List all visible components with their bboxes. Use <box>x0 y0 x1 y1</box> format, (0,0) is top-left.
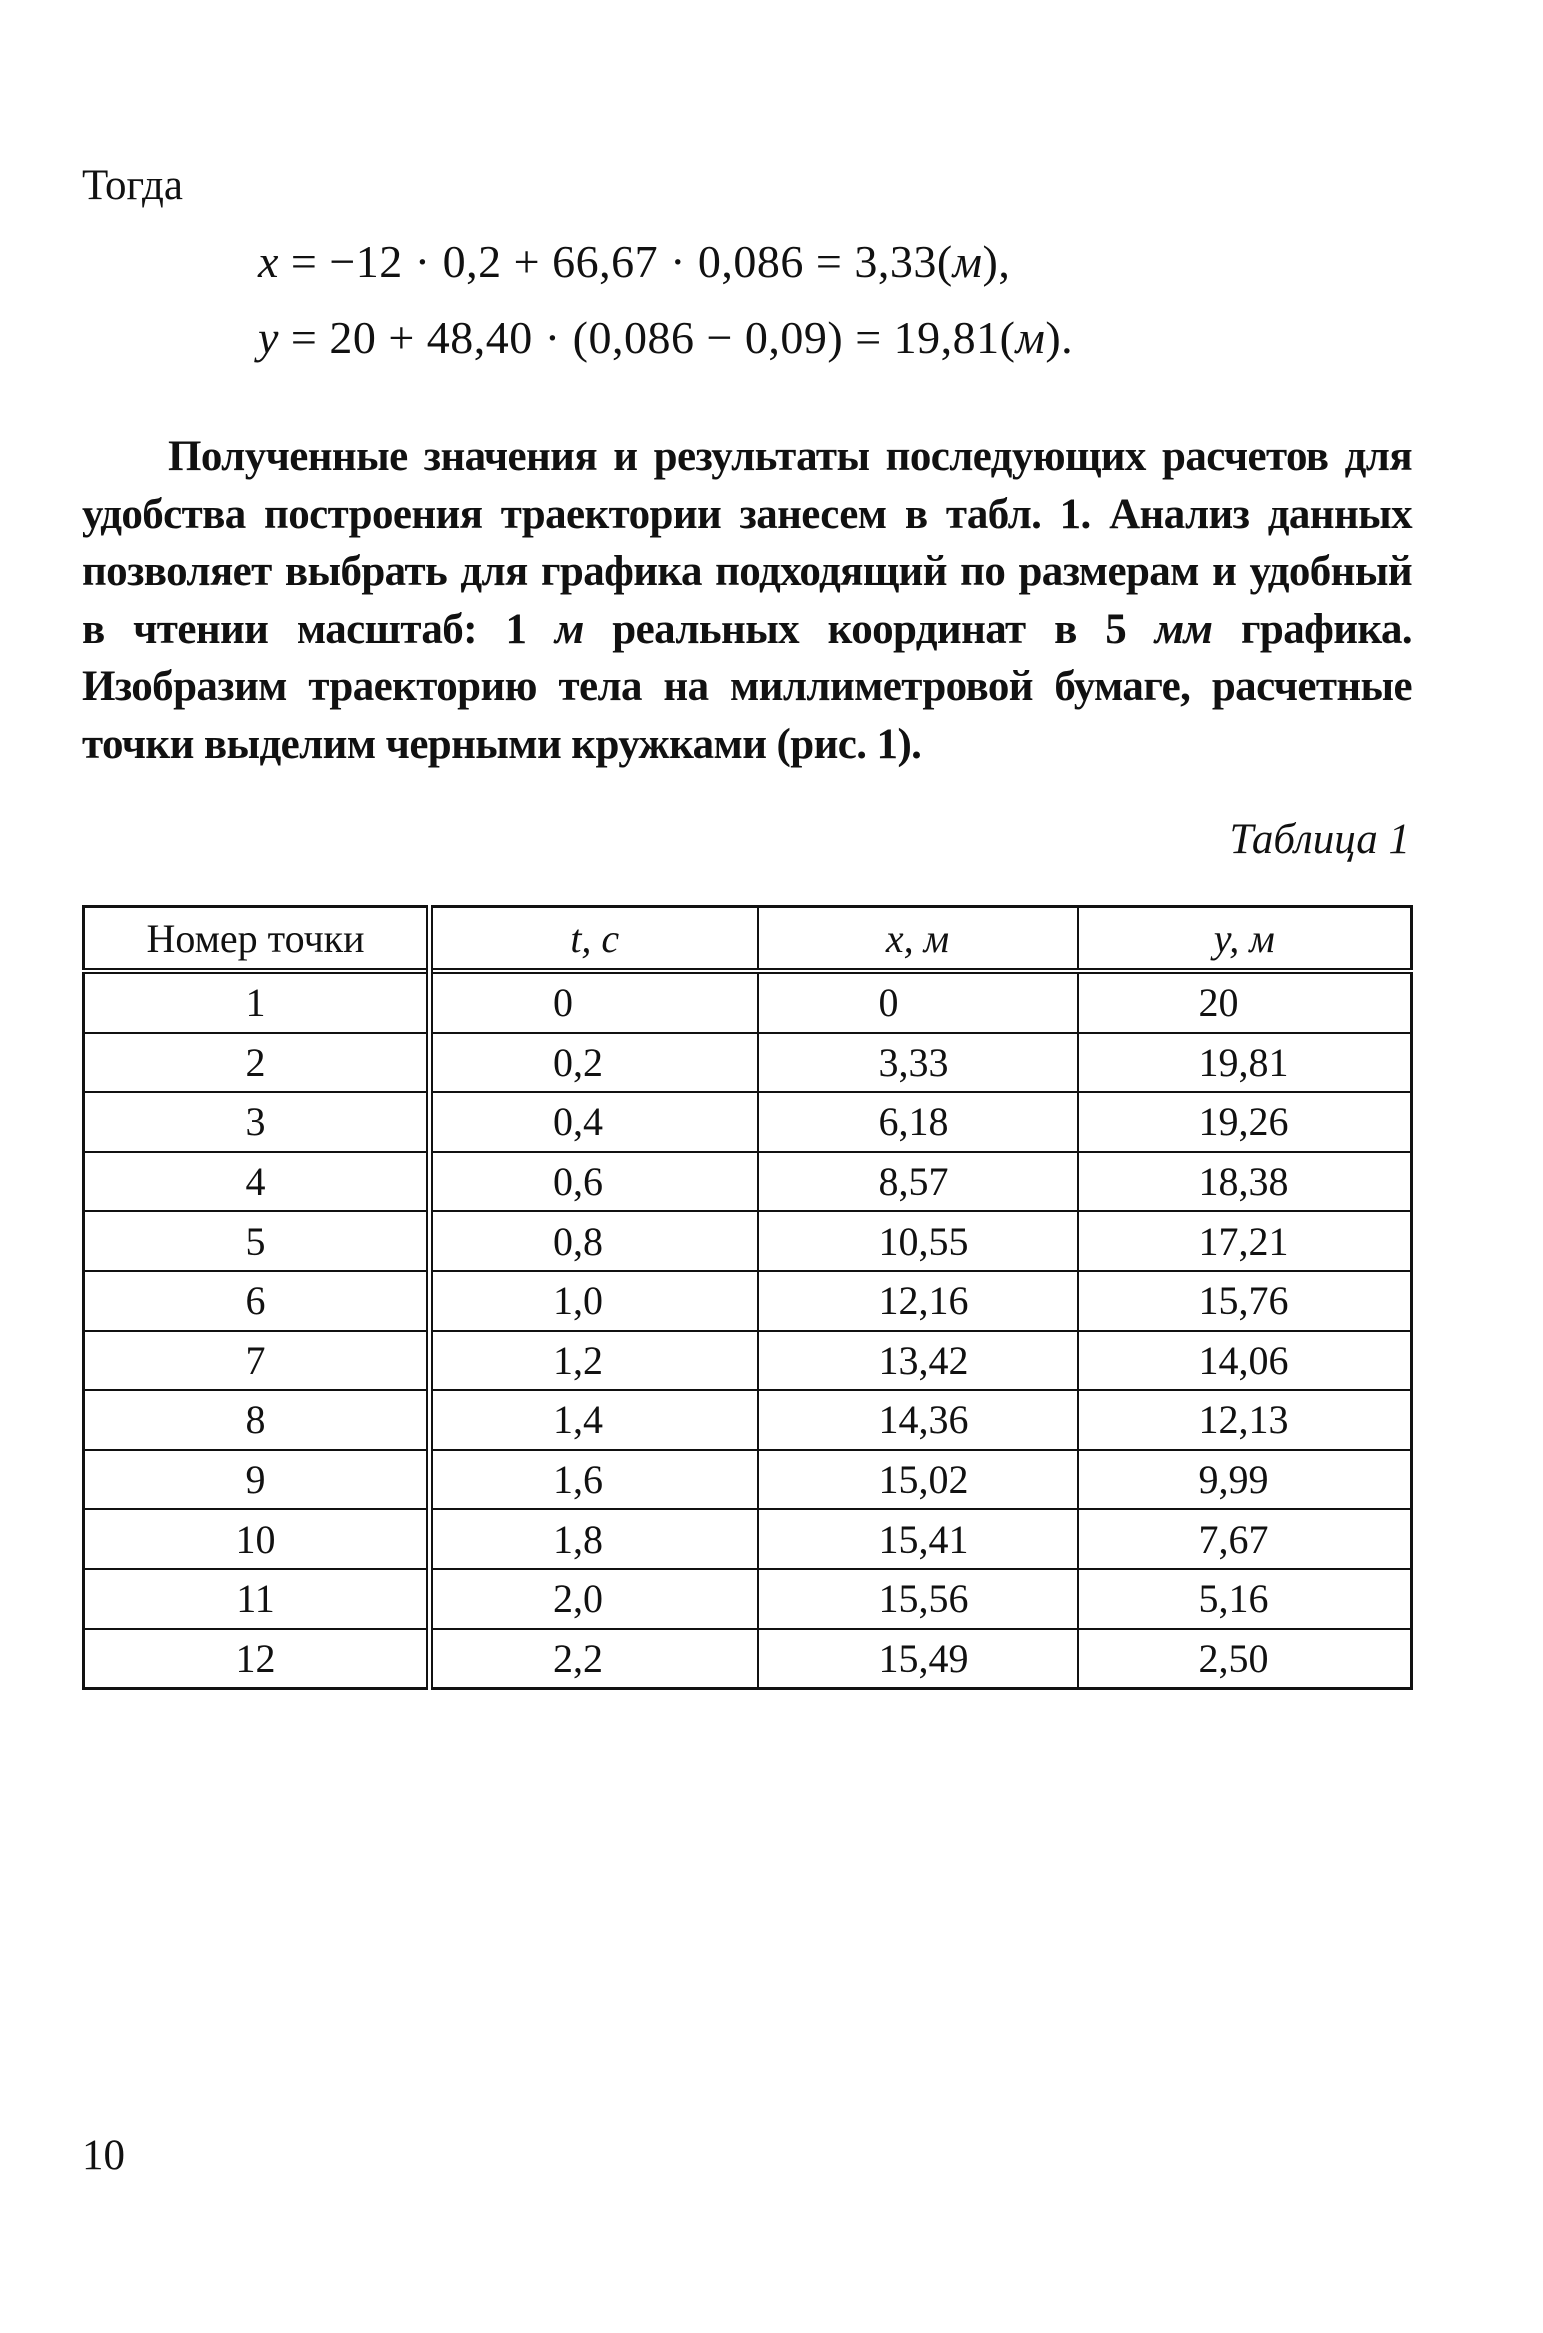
formula-y <box>258 310 1073 366</box>
cell-time: 0,4 <box>430 1092 758 1152</box>
formula-x-expression: = −12 · 0,2 + 66,67 · 0,086 = 3,33( <box>278 236 953 287</box>
table-row <box>84 1569 1412 1629</box>
formula-y-unit: м <box>1015 312 1046 363</box>
formula-y-end: ). <box>1045 312 1074 363</box>
paragraph-text-3: графика. Изобразим траекторию тела на миллиметровой бумаге, расчетные точки выделим черными кружками (рис. 1). <box>82 605 1412 768</box>
table-row <box>84 1211 1412 1271</box>
cell-x: 15,49 <box>758 1629 1078 1689</box>
formula-y-expression: = 20 + 48,40 · (0,086 − 0,09) = 19,81( <box>278 312 1016 363</box>
header-x: x, м <box>758 907 1078 972</box>
cell-point-number: 2 <box>84 1033 430 1093</box>
table-row <box>84 971 1412 1033</box>
table-body <box>84 971 1412 1689</box>
table-row <box>84 1629 1412 1689</box>
header-time: t, с <box>430 907 758 972</box>
cell-x: 14,36 <box>758 1390 1078 1450</box>
formula-x-unit: м <box>952 236 983 287</box>
paragraph-unit-mm: мм <box>1154 605 1213 653</box>
cell-point-number: 7 <box>84 1331 430 1391</box>
cell-point-number: 1 <box>84 971 430 1033</box>
data-table <box>82 905 1413 1690</box>
formula-y-variable: y <box>258 312 279 363</box>
paragraph-unit-m: м <box>554 605 584 653</box>
cell-time: 1,6 <box>430 1450 758 1510</box>
cell-time: 2,2 <box>430 1629 758 1689</box>
cell-y: 19,26 <box>1078 1092 1412 1152</box>
intro-word: Тогда <box>82 162 183 209</box>
table-row <box>84 1450 1412 1510</box>
cell-x: 10,55 <box>758 1211 1078 1271</box>
cell-point-number: 10 <box>84 1509 430 1569</box>
cell-x: 12,16 <box>758 1271 1078 1331</box>
body-paragraph <box>82 428 1412 773</box>
cell-y: 15,76 <box>1078 1271 1412 1331</box>
cell-y: 20 <box>1078 971 1412 1033</box>
cell-y: 2,50 <box>1078 1629 1412 1689</box>
cell-point-number: 6 <box>84 1271 430 1331</box>
cell-y: 19,81 <box>1078 1033 1412 1093</box>
cell-point-number: 12 <box>84 1629 430 1689</box>
cell-time: 1,2 <box>430 1331 758 1391</box>
cell-point-number: 11 <box>84 1569 430 1629</box>
cell-y: 18,38 <box>1078 1152 1412 1212</box>
page-number: 10 <box>82 2132 125 2179</box>
cell-y: 9,99 <box>1078 1450 1412 1510</box>
table-row <box>84 1509 1412 1569</box>
table-row <box>84 1152 1412 1212</box>
cell-y: 7,67 <box>1078 1509 1412 1569</box>
paragraph-text-1: Полученные значения и результаты последующих расчетов для удобства построения траектории занесем в табл. 1. Анализ данных позволяет выбрать для графика подходящий по размерам и удобный в чтении масштаб: 1 <box>82 433 1412 653</box>
cell-x: 15,41 <box>758 1509 1078 1569</box>
paragraph-text-2: реальных координат в 5 <box>583 605 1155 653</box>
table-row <box>84 1092 1412 1152</box>
cell-point-number: 3 <box>84 1092 430 1152</box>
cell-time: 1,0 <box>430 1271 758 1331</box>
table-header-row <box>84 907 1412 972</box>
table-row <box>84 1331 1412 1391</box>
cell-time: 2,0 <box>430 1569 758 1629</box>
table-row <box>84 1390 1412 1450</box>
data-table-container <box>82 905 1410 1690</box>
formula-x-end: ), <box>982 236 1011 287</box>
header-point-number: Номер точки <box>84 907 430 972</box>
formula-x <box>258 234 1010 290</box>
cell-y: 17,21 <box>1078 1211 1412 1271</box>
table-caption: Таблица 1 <box>1229 816 1410 863</box>
cell-x: 3,33 <box>758 1033 1078 1093</box>
cell-y: 14,06 <box>1078 1331 1412 1391</box>
cell-x: 15,02 <box>758 1450 1078 1510</box>
table-row <box>84 1033 1412 1093</box>
cell-x: 15,56 <box>758 1569 1078 1629</box>
cell-x: 8,57 <box>758 1152 1078 1212</box>
cell-point-number: 5 <box>84 1211 430 1271</box>
cell-time: 1,8 <box>430 1509 758 1569</box>
cell-point-number: 9 <box>84 1450 430 1510</box>
formula-x-variable: x <box>258 236 279 287</box>
cell-x: 13,42 <box>758 1331 1078 1391</box>
cell-time: 0,6 <box>430 1152 758 1212</box>
cell-point-number: 8 <box>84 1390 430 1450</box>
cell-time: 1,4 <box>430 1390 758 1450</box>
cell-time: 0,8 <box>430 1211 758 1271</box>
cell-x: 0 <box>758 971 1078 1033</box>
table-row <box>84 1271 1412 1331</box>
cell-time: 0,2 <box>430 1033 758 1093</box>
header-y: y, м <box>1078 907 1412 972</box>
cell-x: 6,18 <box>758 1092 1078 1152</box>
cell-time: 0 <box>430 971 758 1033</box>
cell-y: 12,13 <box>1078 1390 1412 1450</box>
cell-y: 5,16 <box>1078 1569 1412 1629</box>
cell-point-number: 4 <box>84 1152 430 1212</box>
